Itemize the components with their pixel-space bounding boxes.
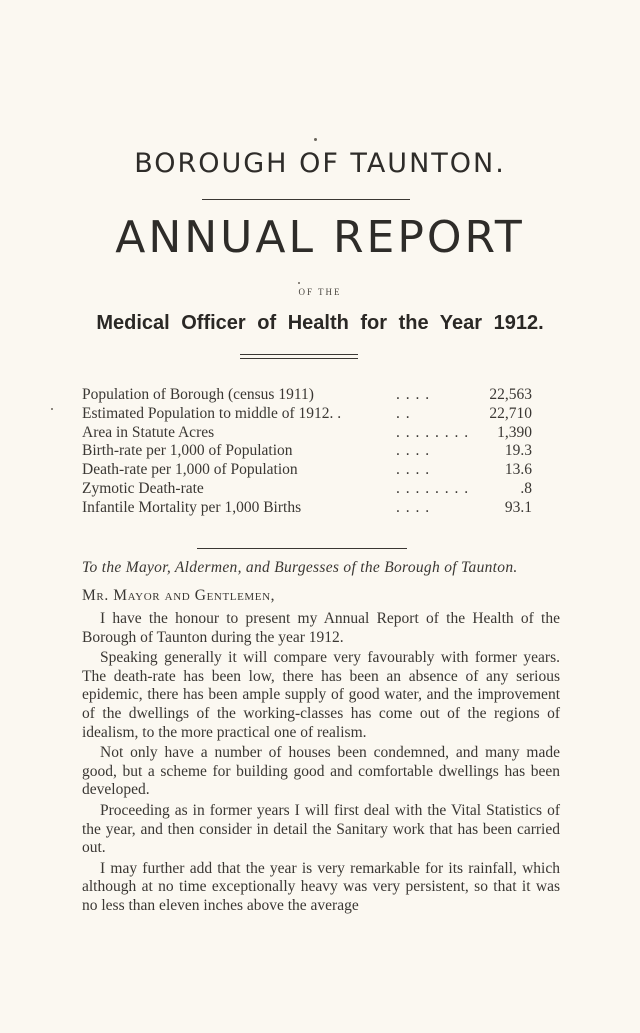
stat-leader-dots: . . . . . . . .	[396, 479, 470, 497]
report-title: ANNUAL REPORT	[115, 212, 525, 263]
stat-leader-dots: . . . . . . . .	[396, 423, 470, 441]
heading-rule	[202, 199, 410, 200]
stat-value: 22,710	[489, 404, 532, 422]
stat-value: 22,563	[489, 386, 532, 403]
stat-row	[82, 499, 532, 518]
stat-row	[82, 424, 532, 443]
body-paragraph: I may further add that the year is very remarkable for its rainfall, which although at no time exceptionally heavy was very persistent, so that it was no less than eleven inches above the average	[82, 859, 560, 914]
stat-row	[82, 405, 532, 424]
body-paragraph: Speaking generally it will compare very favourably with former years. The death-rate has been low, there has been an absence of any serious epidemic, there has been ample supply of good water, and the improvement of the dwellings of the working-classes has come out of the regions of idealism, to the more practical one of realism.	[82, 649, 560, 741]
stat-value: 1,390	[497, 423, 532, 441]
stat-label: Estimated Population to middle of 1912. .	[82, 404, 342, 422]
letter-address: To the Mayor, Aldermen, and Burgesses of the Borough of Taunton.	[82, 559, 518, 576]
ink-speck	[314, 138, 317, 141]
stat-row	[82, 442, 532, 461]
stat-label: Zymotic Death-rate	[82, 479, 204, 497]
stat-leader-dots: . . . .	[396, 386, 431, 403]
ink-speck	[298, 282, 300, 284]
body-paragraph: Not only have a number of houses been condemned, and many made good, but a scheme for building good and comfortable dwellings has been developed.	[82, 744, 560, 799]
section-rule	[197, 548, 407, 549]
stat-label: Infantile Mortality per 1,000 Births	[82, 498, 302, 516]
stat-value: 13.6	[504, 461, 532, 479]
stat-row	[82, 480, 532, 499]
stat-value: 93.1	[504, 498, 532, 516]
statistics-table	[82, 386, 532, 518]
stat-label: Birth-rate per 1,000 of Population	[82, 442, 293, 460]
stat-leader-dots: . . . .	[396, 461, 431, 479]
body-paragraph: Proceeding as in former years I will first deal with the Vital Statistics of the year, and then consider in detail the Sanitary work that has been carried out.	[82, 801, 560, 857]
letter-body	[82, 610, 560, 918]
stat-leader-dots: . . . .	[396, 498, 431, 516]
stat-leader-dots: . .	[396, 404, 411, 422]
stat-label: Area in Statute Acres	[82, 423, 215, 441]
body-paragraph: I have the honour to present my Annual Report of the Health of the Borough of Taunton during the year 1912.	[82, 610, 560, 646]
stat-value: .8	[520, 479, 532, 497]
report-subtitle: Medical Officer of Health for the Year 1912.	[96, 312, 544, 334]
ink-speck	[51, 408, 53, 410]
stat-leader-dots: . . . .	[396, 442, 431, 460]
stat-value: 19.3	[504, 442, 532, 460]
borough-heading: BOROUGH OF TAUNTON.	[134, 148, 506, 179]
of-the-caption: OF THE	[298, 287, 342, 297]
stat-row	[82, 461, 532, 480]
stat-row	[82, 386, 532, 405]
letter-salutation: Mr. Mayor and Gentlemen,	[82, 587, 276, 604]
stat-label: Death-rate per 1,000 of Population	[82, 461, 298, 479]
stat-label: Population of Borough (census 1911)	[82, 386, 314, 403]
double-rule-divider	[240, 354, 358, 359]
